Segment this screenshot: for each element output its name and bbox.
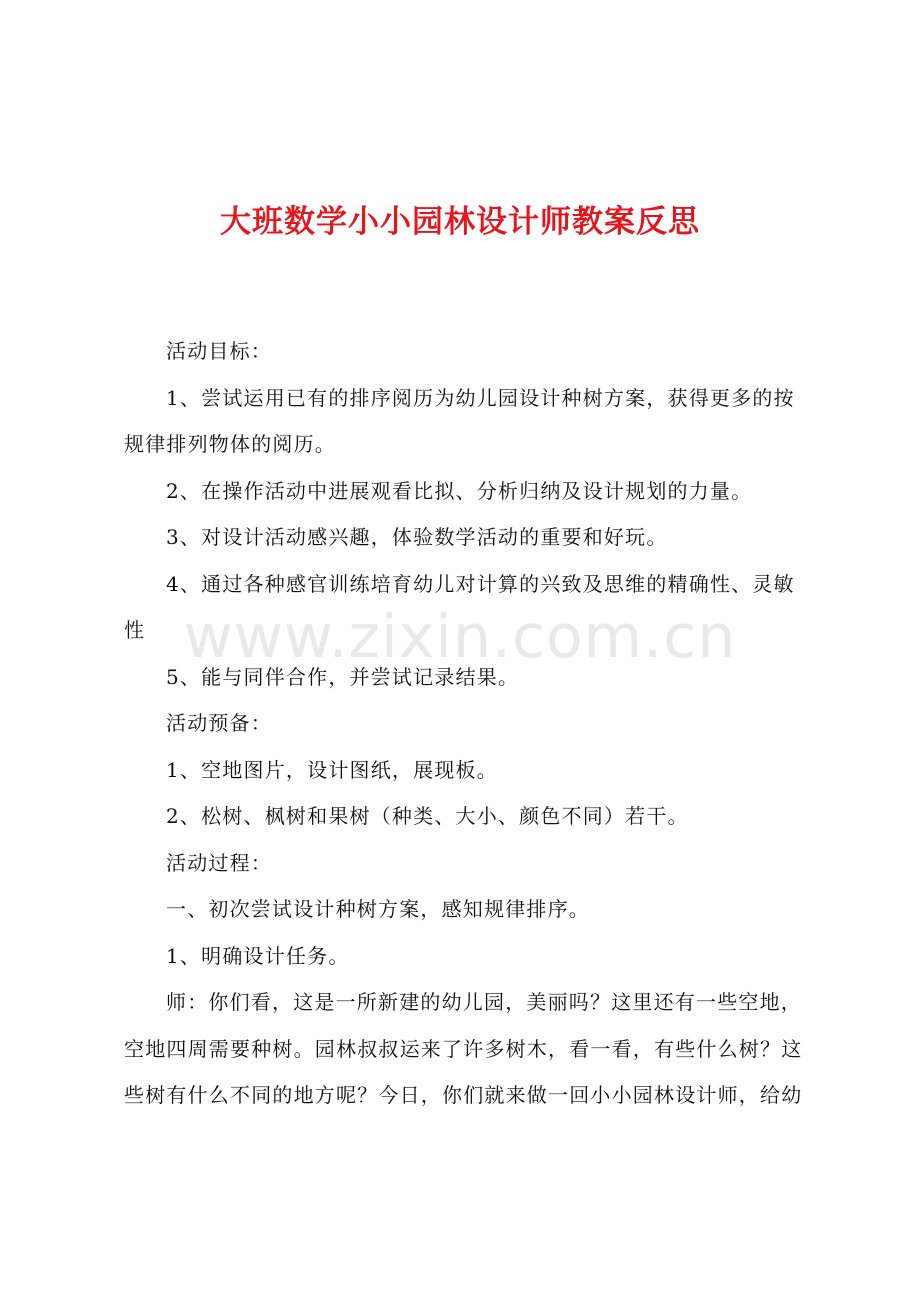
watermark: www.zixin.com.cn — [183, 602, 737, 672]
paragraph-prep-1: 1、空地图片，设计图纸，展现板。 — [166, 757, 498, 782]
paragraph-process-step-1: 一、初次尝试设计种树方案，感知规律排序。 — [166, 897, 590, 921]
paragraph-goal-4: 4、通过各种感官训练培育幼儿对计算的兴致及思维的精确性、灵敏性 — [124, 571, 795, 642]
paragraph-process-substep-1: 1、明确设计任务。 — [166, 943, 350, 968]
document-body — [124, 328, 804, 1119]
paragraph-goal-2: 2、在操作活动中进展观看比拟、分析归纳及设计规划的力量。 — [166, 478, 753, 503]
paragraph-prep-2: 2、松树、枫树和果树（种类、大小、颜色不同）若干。 — [166, 804, 689, 828]
paragraph-teacher-dialogue: 师：你们看，这是一所新建的幼儿园，美丽吗？这里还有一些空地，空地四周需要种树。园林叔叔运来了许多树木，看一看，有些什么树？这些树有什么不同的地方呢？今日，你们就来做一回小小园林设计师，给幼 — [124, 990, 803, 1107]
paragraph-prep-heading: 活动预备： — [166, 711, 272, 735]
paragraph-goals-heading: 活动目标： — [166, 339, 272, 363]
paragraph-goal-1: 1、尝试运用已有的排序阅历为幼儿园设计种树方案，获得更多的按规律排列物体的阅历。 — [124, 385, 795, 456]
paragraph-goal-3: 3、对设计活动感兴趣，体验数学活动的重要和好玩。 — [166, 525, 668, 549]
paragraph-goal-5: 5、能与同伴合作，并尝试记录结果。 — [166, 664, 520, 689]
paragraph-process-heading: 活动过程： — [166, 850, 272, 875]
document-title: 大班数学小小园林设计师教案反思 — [220, 204, 700, 240]
